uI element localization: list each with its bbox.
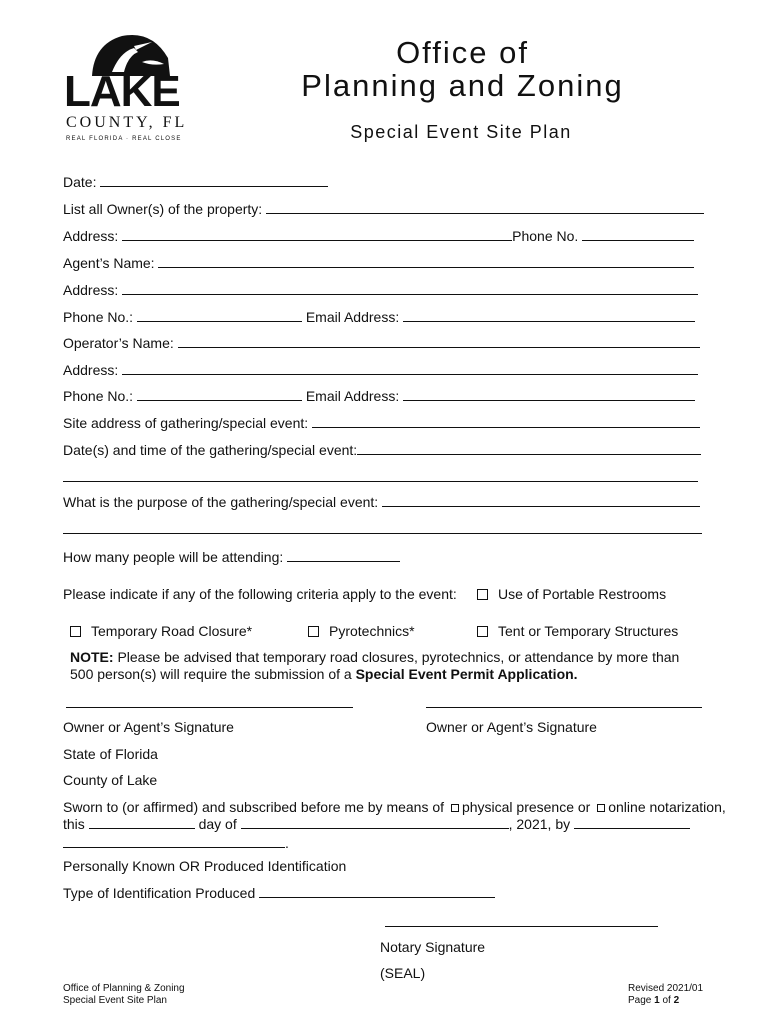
criteria-portable-restrooms[interactable] — [477, 585, 666, 603]
phone2-row — [63, 387, 695, 405]
by-field[interactable] — [574, 815, 690, 829]
seal-label: (SEAL) — [380, 965, 426, 981]
date-label: Date: — [63, 174, 97, 190]
purpose-row — [63, 493, 700, 511]
of-word: of — [659, 995, 674, 1006]
operator-name-field[interactable] — [178, 334, 700, 348]
site-address-label: Site address of gathering/special event: — [63, 415, 309, 431]
checkbox-portable-restrooms[interactable] — [477, 589, 488, 600]
pyrotechnics-label: Pyrotechnics* — [329, 623, 415, 639]
phone2-field[interactable] — [137, 387, 302, 401]
address3-row — [63, 361, 698, 379]
footer-left — [63, 983, 185, 1007]
owners-field[interactable] — [266, 200, 704, 214]
sworn-line — [63, 798, 726, 816]
day-of-label: day of — [198, 816, 237, 832]
this-label: this — [63, 816, 85, 832]
sworn-text: Sworn to (or affirmed) and subscribed before me by means of — [63, 799, 445, 815]
note-line1 — [70, 648, 679, 666]
dates-time-row — [63, 441, 701, 459]
phone-no-label: Phone No. — [512, 228, 579, 244]
address1-row — [63, 227, 694, 245]
state-label: State of Florida — [63, 746, 158, 762]
name-field[interactable] — [63, 834, 285, 848]
note-label: NOTE: — [70, 649, 114, 665]
purpose-label: What is the purpose of the gathering/special event: — [63, 494, 379, 510]
phone2-label: Phone No.: — [63, 388, 134, 404]
right-signature-label: Owner or Agent’s Signature — [426, 719, 597, 735]
left-signature-label: Owner or Agent’s Signature — [63, 719, 234, 735]
agent-name-row — [63, 254, 694, 272]
footer-page-number — [628, 995, 703, 1007]
criteria-prompt: Please indicate if any of the following criteria apply to the event: — [63, 586, 457, 602]
footer-revised: Revised 2021/01 — [628, 983, 704, 994]
attending-label: How many people will be attending: — [63, 549, 284, 565]
footer-office: Office of Planning & Zoning — [63, 983, 185, 994]
name-line — [63, 834, 289, 852]
purpose-continuation-field[interactable] — [63, 533, 702, 534]
left-signature-field[interactable] — [66, 707, 353, 708]
site-address-row — [63, 414, 700, 432]
criteria-tents[interactable] — [477, 622, 678, 640]
page-word: Page — [628, 995, 655, 1006]
tents-label: Tent or Temporary Structures — [498, 623, 679, 639]
criteria-pyrotechnics[interactable] — [308, 622, 415, 640]
purpose-field[interactable] — [382, 493, 700, 507]
current-page: 1 — [654, 995, 660, 1006]
operator-name-row — [63, 334, 700, 352]
email2-label: Email Address: — [305, 388, 400, 404]
owners-label: List all Owner(s) of the property: — [63, 201, 263, 217]
period: . — [285, 835, 289, 851]
online-notarization-label: online notarization, — [608, 799, 726, 815]
attending-field[interactable] — [287, 548, 400, 562]
agent-name-label: Agent’s Name: — [63, 255, 155, 271]
county-label: County of Lake — [63, 772, 158, 788]
physical-presence-label: physical presence or — [461, 799, 591, 815]
attending-row — [63, 548, 400, 566]
id-type-field[interactable] — [259, 884, 495, 898]
portable-restrooms-label: Use of Portable Restrooms — [498, 586, 667, 602]
address1-label: Address: — [63, 228, 119, 244]
phone1-row — [63, 308, 695, 326]
phone1-field[interactable] — [137, 308, 302, 322]
footer-right — [628, 983, 703, 1007]
email1-field[interactable] — [403, 308, 695, 322]
address1-field[interactable] — [122, 227, 512, 241]
address2-row — [63, 281, 698, 299]
note-bold: Special Event Permit Application. — [355, 666, 578, 682]
agent-name-field[interactable] — [158, 254, 694, 268]
id-type-row — [63, 884, 495, 902]
page-title-line2: Planning and Zoning — [301, 68, 624, 103]
email1-label: Email Address: — [305, 309, 400, 325]
online-notarization-checkbox[interactable] — [597, 804, 605, 812]
page-title-line1: Office of — [396, 35, 529, 70]
logo-tagline: REAL FLORIDA · REAL CLOSE — [66, 136, 182, 142]
phone1-label: Phone No.: — [63, 309, 134, 325]
note-line2 — [70, 665, 578, 683]
note-text2: 500 person(s) will require the submission of a — [70, 666, 356, 682]
road-closure-label: Temporary Road Closure* — [91, 623, 253, 639]
site-address-field[interactable] — [312, 414, 700, 428]
total-pages: 2 — [673, 995, 680, 1006]
footer-form-name: Special Event Site Plan — [63, 995, 167, 1006]
page-subtitle: Special Event Site Plan — [350, 122, 572, 142]
notary-signature-field[interactable] — [385, 926, 658, 927]
date-row — [63, 173, 328, 191]
checkbox-road-closure[interactable] — [70, 626, 81, 637]
id-type-label: Type of Identification Produced — [63, 885, 256, 901]
dates-time-continuation-field[interactable] — [63, 481, 698, 482]
physical-presence-checkbox[interactable] — [451, 804, 459, 812]
note-text1: Please be advised that temporary road closures, pyrotechnics, or attendance by more than — [113, 649, 680, 665]
year-label: , 2021, by — [508, 816, 571, 832]
dates-time-label: Date(s) and time of the gathering/special event: — [63, 442, 358, 458]
checkbox-tents[interactable] — [477, 626, 488, 637]
this-day-line — [63, 815, 690, 833]
right-signature-field[interactable] — [426, 707, 702, 708]
logo-wordmark: LAKE — [64, 67, 180, 116]
address3-field[interactable] — [122, 361, 698, 375]
criteria-road-closure[interactable] — [70, 622, 252, 640]
day-field[interactable] — [89, 815, 195, 829]
notary-signature-label: Notary Signature — [380, 939, 486, 955]
checkbox-pyrotechnics[interactable] — [308, 626, 319, 637]
month-field[interactable] — [241, 815, 509, 829]
operator-name-label: Operator’s Name: — [63, 335, 174, 351]
address3-label: Address: — [63, 362, 119, 378]
owners-row — [63, 200, 704, 218]
address2-label: Address: — [63, 282, 119, 298]
address2-field[interactable] — [122, 281, 698, 295]
logo-county: COUNTY, FL — [66, 114, 188, 131]
phone-no-field[interactable] — [582, 227, 694, 241]
personally-known-label: Personally Known OR Produced Identification — [63, 858, 347, 874]
email2-field[interactable] — [403, 387, 695, 401]
dates-time-field[interactable] — [357, 441, 701, 455]
date-field[interactable] — [100, 173, 328, 187]
